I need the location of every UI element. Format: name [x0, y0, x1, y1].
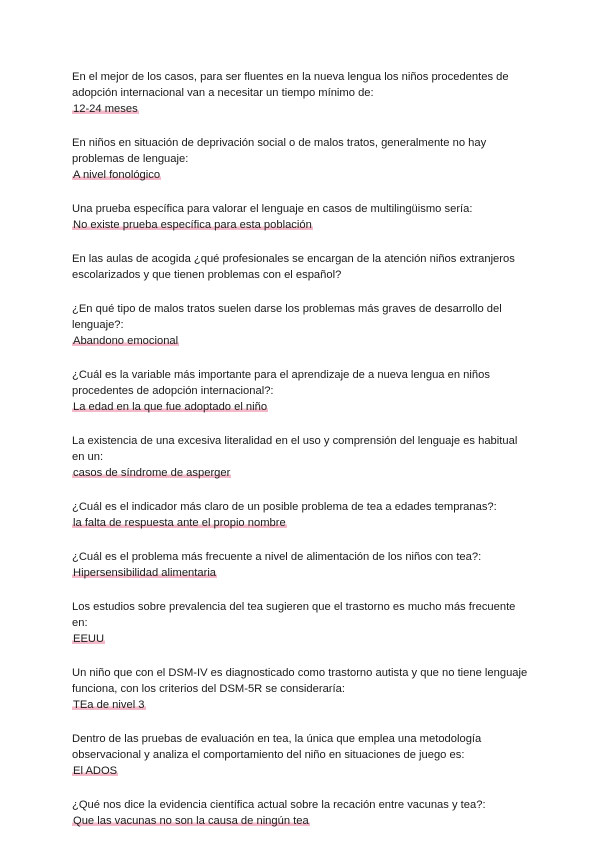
question-line: En el mejor de los casos, para ser fluentes en la nueva lengua los niños procedentes de [72, 71, 509, 83]
qa-item-11 [72, 665, 532, 713]
answer-text: TEa de nivel 3 [73, 699, 145, 711]
question-line: En las aulas de acogida ¿qué profesionales se encargan de la atención niños extranjeros [72, 253, 515, 265]
question-line: lenguaje?: [72, 319, 124, 331]
question-line: en: [72, 617, 88, 629]
qa-item-8 [72, 499, 532, 531]
qa-item-10 [72, 599, 532, 647]
question-line: problemas de lenguaje: [72, 153, 189, 165]
answer-text: Hipersensibilidad alimentaria [73, 567, 217, 579]
question-line: en un: [72, 451, 104, 463]
answer-text: Que las vacunas no son la causa de ningún tea [73, 815, 309, 827]
qa-item-12 [72, 731, 532, 779]
qa-item-4 [72, 251, 532, 283]
question-line: procedentes de adopción internacional?: [72, 385, 274, 397]
answer-text: No existe prueba específica para esta población [73, 219, 312, 231]
question-line: La existencia de una excesiva literalidad en el uso y comprensión del lenguaje es habitual [72, 435, 518, 447]
qa-item-6 [72, 367, 532, 415]
qa-item-13 [72, 797, 532, 829]
answer-text: A nivel fonológico [73, 169, 161, 181]
answer-text: La edad en la que fue adoptado el niño [73, 401, 268, 413]
question-line: Dentro de las pruebas de evaluación en tea, la única que emplea una metodología [72, 733, 482, 745]
question-line: ¿En qué tipo de malos tratos suelen darse los problemas más graves de desarrollo del [72, 303, 502, 315]
question-line: Una prueba específica para valorar el lenguaje en casos de multilingüismo sería: [72, 203, 473, 215]
qa-item-9 [72, 549, 532, 581]
qa-item-7 [72, 433, 532, 481]
question-line: Los estudios sobre prevalencia del tea sugieren que el trastorno es mucho más frecuente [72, 601, 516, 613]
question-line: funciona, con los criterios del DSM-5R se consideraría: [72, 683, 345, 695]
qa-item-3 [72, 201, 532, 233]
question-line: En niños en situación de deprivación social o de malos tratos, generalmente no hay [72, 137, 487, 149]
question-line: ¿Cuál es la variable más importante para el aprendizaje de a nueva lengua en niños [72, 369, 490, 381]
question-line: Un niño que con el DSM-IV es diagnosticado como trastorno autista y que no tiene lenguaje [72, 667, 528, 679]
qa-item-5 [72, 301, 532, 349]
question-line: ¿Qué nos dice la evidencia científica actual sobre la recación entre vacunas y tea?: [72, 799, 486, 811]
question-line: escolarizados y que tienen problemas con el español? [72, 269, 342, 281]
question-line: adopción internacional van a necesitar un tiempo mínimo de: [72, 87, 374, 99]
qa-item-2 [72, 135, 532, 183]
qa-item-1 [72, 69, 532, 117]
answer-text: la falta de respuesta ante el propio nombre [73, 517, 286, 529]
answer-text: EEUU [73, 633, 105, 645]
document-page [72, 69, 532, 847]
answer-text: Abandono emocional [73, 335, 179, 347]
question-line: observacional y analiza el comportamiento del niño en situaciones de juego es: [72, 749, 465, 761]
question-line: ¿Cuál es el indicador más claro de un posible problema de tea a edades tempranas?: [72, 501, 497, 513]
answer-text: 12-24 meses [73, 103, 138, 115]
answer-text: casos de síndrome de asperger [73, 467, 231, 479]
question-line: ¿Cuál es el problema más frecuente a nivel de alimentación de los niños con tea?: [72, 551, 482, 563]
answer-text: El ADOS [73, 765, 118, 777]
